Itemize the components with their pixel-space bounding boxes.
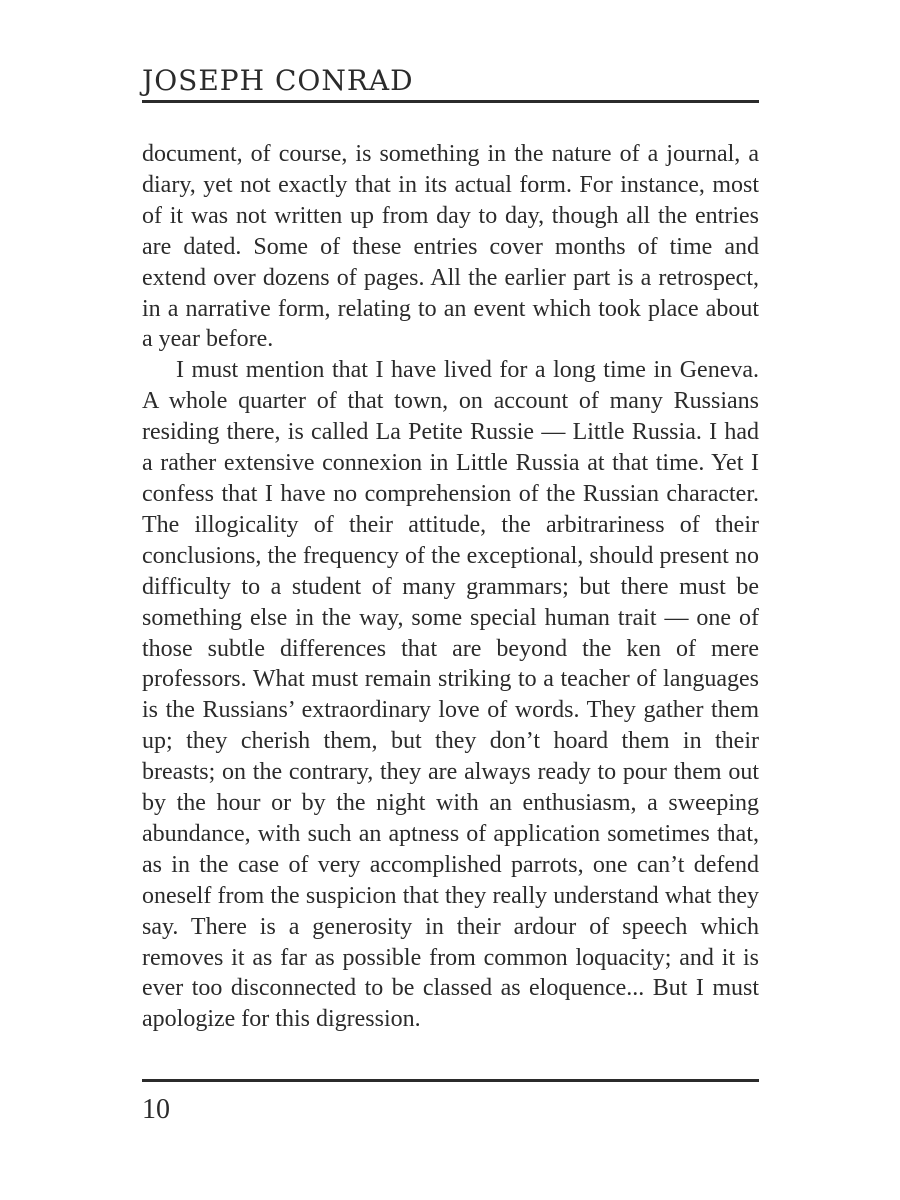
paragraph-continued: document, of course, is something in the nature of a journal, a diary, yet not exactly that in its actual form. For instance, most of it was not written up from day to day, though all the entries are dated. Some of these entries cover months of time and extend over dozens of pages. All the earlier part is a retrospect, in a narrative form, relating to an event which took place about a year before. xyxy=(142,141,759,353)
footer-rule xyxy=(142,1079,759,1082)
paragraph-geneva: I must mention that I have lived for a long time in Geneva. A whole quarter of that town, on account of many Russians residing there, is called La Petite Russie — Little Russia. I had a rather extensive connexion in Little Russia at that time. Yet I confess that I have no comprehension of the Russian character. The illogicality of their attitude, the arbitrariness of their conclusions, the frequency of the exceptional, should present no difficulty to a student of many grammars; but there must be something else in the way, some special human trait — one of those subtle differences that are beyond the ken of mere professors. What must remain striking to a teacher of languages is the Russians’ extraordinary love of words. They gather them up; they cherish them, but they don’t hoard them in their breasts; on the contrary, they are always ready to pour them out by the hour or by the night with an enthusiasm, a sweeping abundance, with such an aptness of application sometimes that, as in the case of very accomplished parrots, one can’t defend oneself from the suspicion that they really understand what they say. There is a generosity in their ardour of speech which removes it as far as possible from common loquacity; and it is ever too disconnected to be classed as eloquence... But I must apologize for this digression. xyxy=(142,357,759,1033)
body-text xyxy=(142,139,759,1035)
page-number: 10 xyxy=(142,1094,170,1125)
header-rule xyxy=(142,100,759,103)
running-head-author: JOSEPH CONRAD xyxy=(142,64,414,97)
